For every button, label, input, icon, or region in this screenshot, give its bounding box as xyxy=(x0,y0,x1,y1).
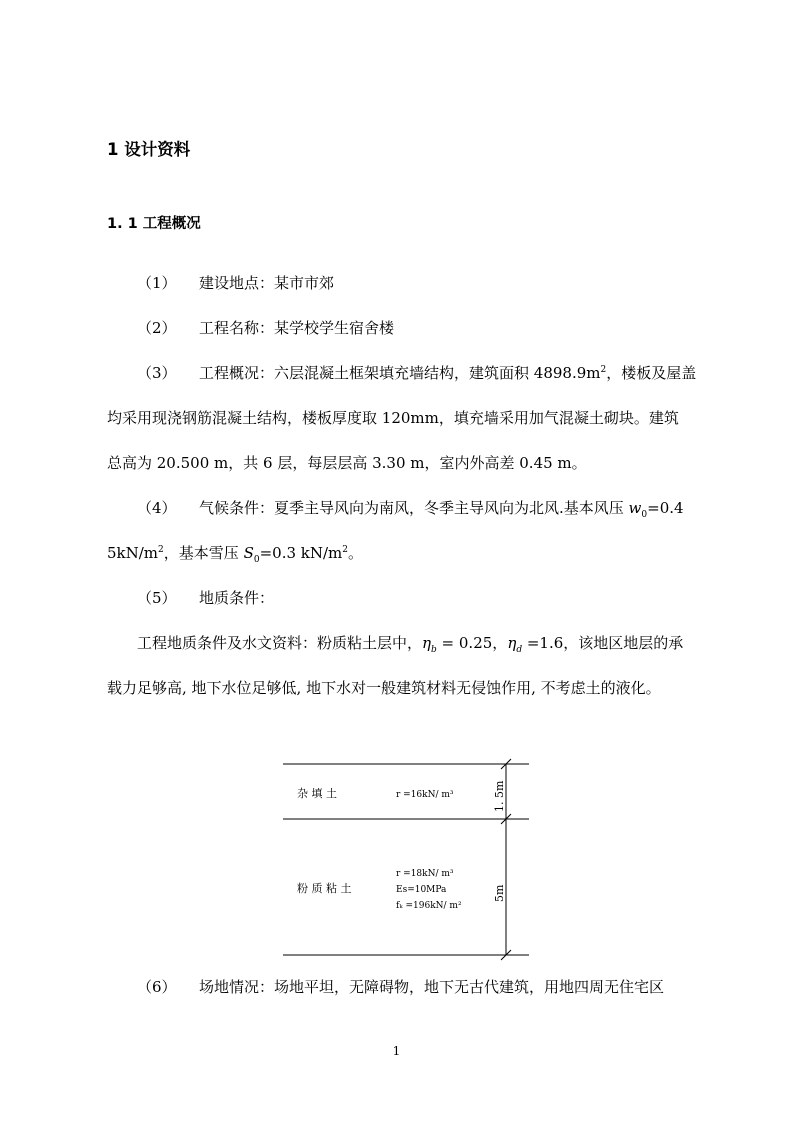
text-run: = 0.25 xyxy=(436,634,493,652)
item-text: =0.4 xyxy=(647,499,684,517)
eta-symbol: η xyxy=(422,634,432,652)
paragraph-line: 均采用现浇钢筋混凝土结构，楼板厚度取 120mm，填充墙采用加气混凝土砌块。建筑 xyxy=(107,409,679,427)
paragraph-line xyxy=(137,632,683,654)
layer1-depth-label: 1. 5m xyxy=(493,780,506,812)
item-number: （3） xyxy=(137,364,177,382)
text-run: ， xyxy=(492,634,508,652)
subscript: 0 xyxy=(253,555,260,565)
paragraph-line: 总高为 20.500 m，共 6 层，每层层高 3.30 m，室内外高差 0.45 m。 xyxy=(107,454,587,472)
item-text: 工程名称：某学校学生宿舍楼 xyxy=(199,319,395,337)
item-text: 场地情况：场地平坦，无障碍物，地下无古代建筑，用地四周无住宅区 xyxy=(199,978,665,996)
symbol-s: S xyxy=(243,544,254,562)
layer1-property: r =16kN/ m³ xyxy=(396,790,454,800)
list-item xyxy=(137,362,696,384)
text-run: 工程地质条件及水文资料：粉质粘土层中， xyxy=(137,634,423,652)
layer2-property: r =18kN/ m³ xyxy=(396,869,454,879)
text-run: 。 xyxy=(348,544,364,562)
item-number: （6） xyxy=(137,978,177,996)
layer2-name: 粉 质 粘 土 xyxy=(297,882,352,895)
text-run: ，基本雪压 xyxy=(163,544,244,562)
item-number: （1） xyxy=(137,274,177,292)
section-heading: 1 设计资料 xyxy=(107,140,191,159)
item-number: （5） xyxy=(137,589,177,607)
page-number: 1 xyxy=(392,1044,401,1058)
item-text: ，楼板及屋盖 xyxy=(606,364,697,382)
symbol-w: w xyxy=(628,499,642,517)
list-item xyxy=(137,317,394,339)
text-run: =1.6 xyxy=(522,634,564,652)
item-number: （2） xyxy=(137,319,177,337)
item-text: 工程概况：六层混凝土框架填充墙结构，建筑面积 4898.9m xyxy=(199,364,601,382)
list-item xyxy=(137,497,684,519)
text-run: ，该地区地层的承 xyxy=(563,634,684,652)
eta-symbol: η xyxy=(507,634,517,652)
list-item xyxy=(137,976,664,998)
paragraph-line: 载力足够高, 地下水位足够低, 地下水对一般建筑材料无侵蚀作用, 不考虑土的液化。 xyxy=(107,679,661,697)
layer1-name: 杂 填 土 xyxy=(297,787,337,800)
item-text: 建设地点：某市市郊 xyxy=(199,274,335,292)
text-run: =0.3 kN/m xyxy=(259,544,343,562)
layer2-property: fₖ =196kN/ m² xyxy=(396,901,462,911)
subscript: 0 xyxy=(641,510,648,520)
item-number: （4） xyxy=(137,499,177,517)
soil-layer-diagram xyxy=(0,750,793,965)
item-text: 地质条件： xyxy=(199,589,275,607)
superscript: 2 xyxy=(600,365,607,375)
subscript: b xyxy=(431,645,437,655)
layer2-property: Es=10MPa xyxy=(396,885,447,895)
list-item xyxy=(137,272,334,294)
text-run: 5kN/m xyxy=(107,544,159,562)
item-text: 气候条件：夏季主导风向为南风，冬季主导风向为北风.基本风压 xyxy=(199,499,629,517)
subscript: d xyxy=(516,645,523,655)
paragraph-line xyxy=(107,542,363,564)
superscript: 2 xyxy=(342,545,348,555)
subsection-heading: 1. 1 工程概况 xyxy=(107,216,201,232)
layer2-depth-label: 5m xyxy=(493,884,506,902)
list-item xyxy=(137,587,274,609)
superscript: 2 xyxy=(158,545,164,555)
